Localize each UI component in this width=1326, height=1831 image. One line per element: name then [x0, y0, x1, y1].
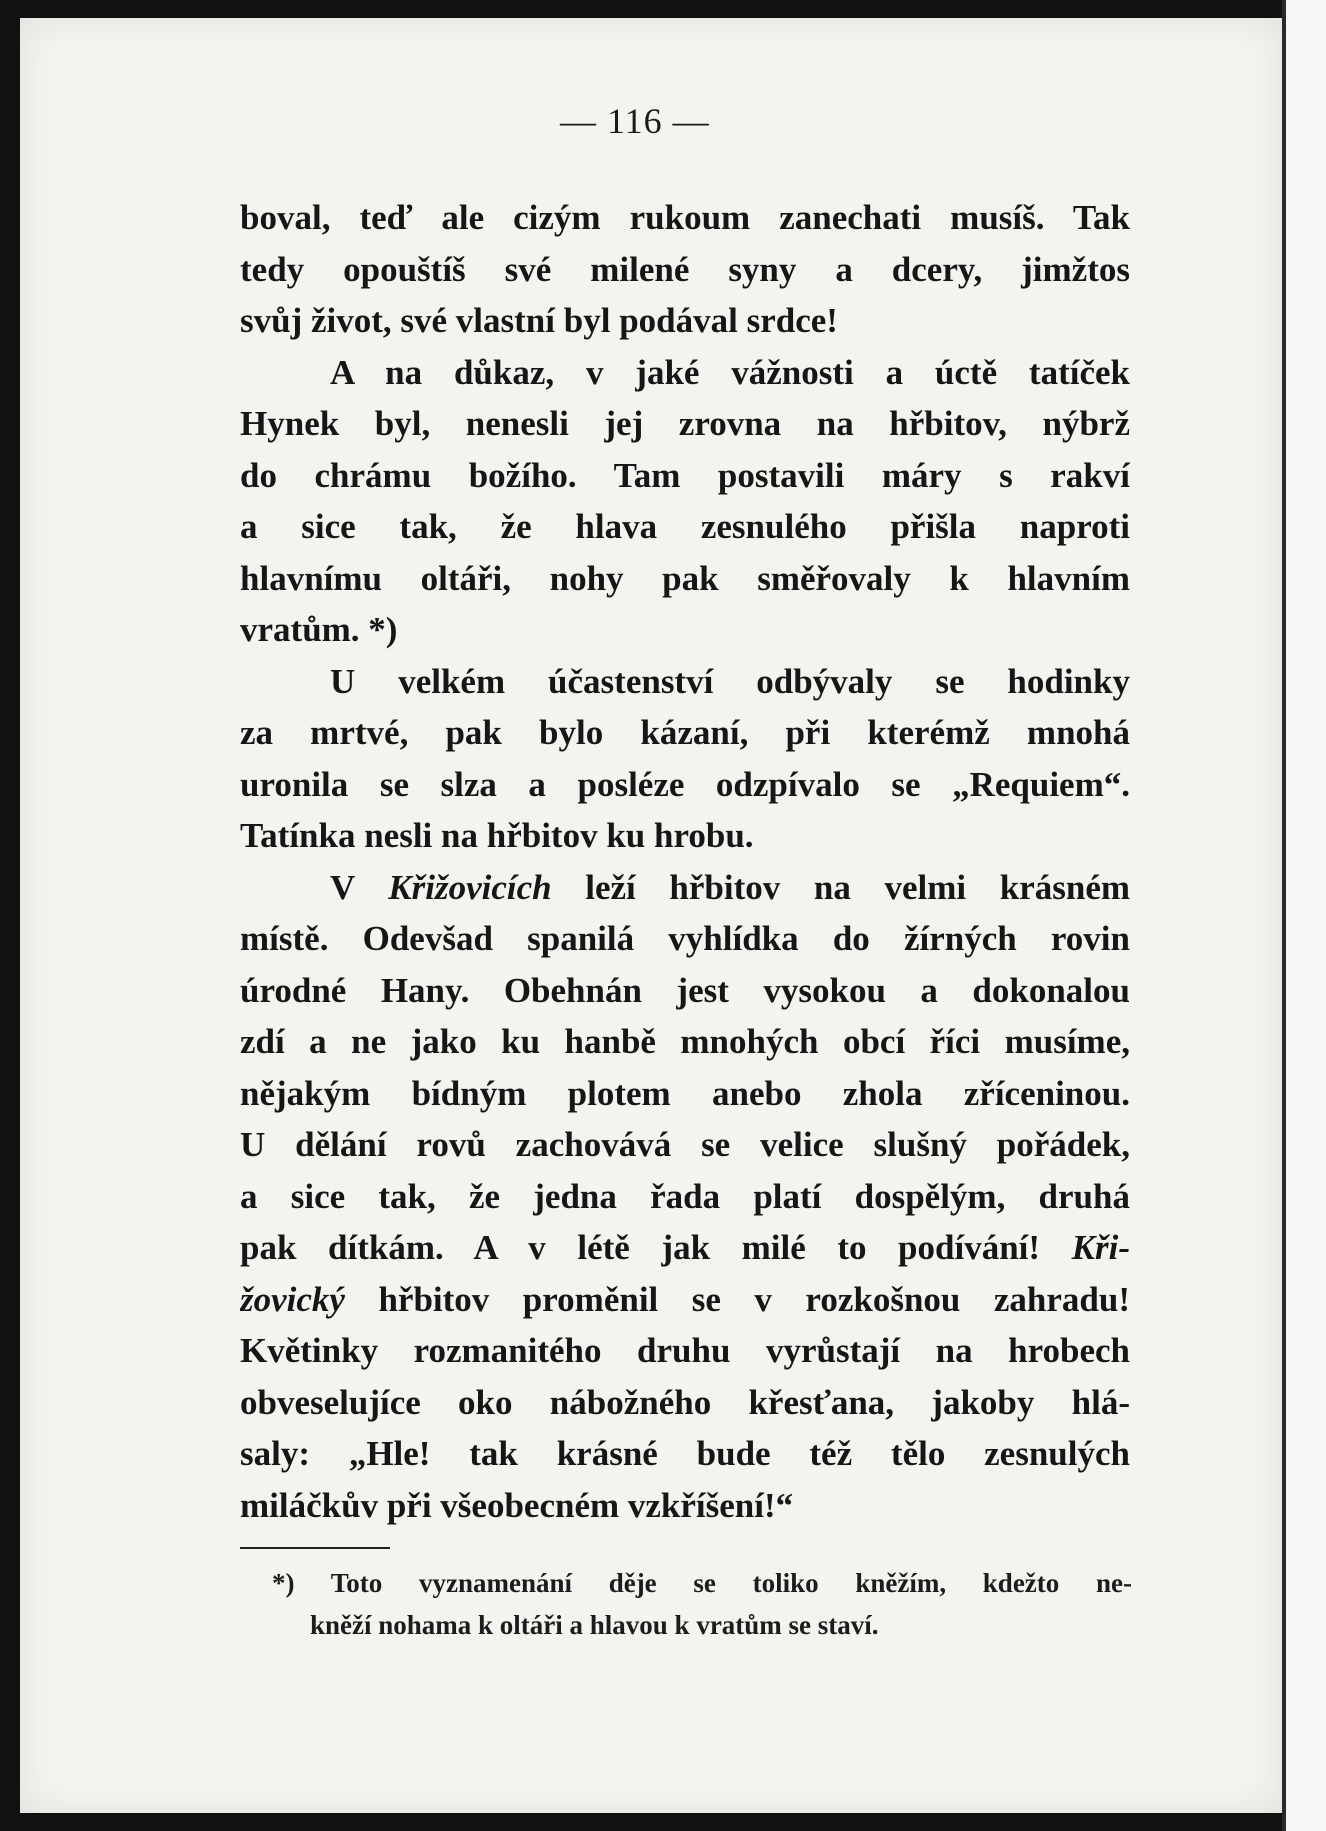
text-line: vratům. *)	[240, 610, 398, 649]
footnote-line: *) Toto vyznamenání děje se toliko kněžím, kdežto ne-	[272, 1568, 1132, 1598]
text-line: uronila se slza a posléze odzpívalo se „Requiem“.	[240, 764, 1130, 804]
adjacent-page-strip	[1286, 0, 1326, 1831]
text-line: úrodné Hany. Obehnán jest vysokou a dokonalou	[240, 970, 1130, 1010]
text-line: saly: „Hle! tak krásné bude též tělo zesnulých	[240, 1434, 1130, 1473]
text-line: A na důkaz, v jaké vážnosti a úctě tatíček	[330, 352, 1130, 392]
text-line	[240, 862, 1130, 914]
italic-place-name: Křižovicích	[388, 867, 552, 907]
text-line: tedy opouštíš své milené syny a dcery, jimžtos	[240, 249, 1130, 289]
text-line	[240, 1274, 1130, 1326]
footnote-rule	[240, 1547, 390, 1549]
text-line	[240, 1222, 1130, 1274]
text-fragment: hřbitov proměnil se v rozkošnou zahradu!	[378, 1279, 1130, 1319]
text-fragment: pak dítkám. A v létě jak milé to podívání!	[240, 1228, 1041, 1267]
text-line: boval, teď ale cizým rukoum zanechati musíš. Tak	[240, 198, 1130, 237]
text-line: hlavnímu oltáři, nohy pak směřovaly k hlavním	[240, 558, 1130, 598]
body-text	[240, 192, 1130, 1531]
text-line: zdí a ne jako ku hanbě mnohých obcí říci musíme,	[240, 1022, 1130, 1061]
text-fragment: leží hřbitov na velmi krásném	[585, 867, 1130, 907]
text-line: U dělání rovů zachovává se velice slušný pořádek,	[240, 1125, 1130, 1164]
text-line: Tatínka nesli na hřbitov ku hrobu.	[240, 816, 754, 855]
text-line: za mrtvé, pak bylo kázaní, při kterémž mnohá	[240, 713, 1130, 752]
italic-word: žovický	[240, 1279, 345, 1319]
text-line: miláčkův při všeobecném vzkříšení!“	[240, 1485, 794, 1525]
text-line: a sice tak, že hlava zesnulého přišla naproti	[240, 507, 1130, 546]
text-line: Květinky rozmanitého druhu vyrůstají na hrobech	[240, 1331, 1130, 1370]
text-line: nějakým bídným plotem anebo zhola zříceninou.	[240, 1073, 1130, 1113]
text-line: do chrámu božího. Tam postavili máry s rakví	[240, 455, 1130, 495]
page-number: — 116 —	[560, 101, 710, 141]
text-line: svůj život, své vlastní byl podával srdce!	[240, 301, 838, 340]
text-fragment: V	[330, 867, 355, 907]
footnote	[272, 1562, 1132, 1646]
footnote-line: kněží nohama k oltáři a hlavou k vratům se staví.	[310, 1610, 879, 1640]
text-line: a sice tak, že jedna řada platí dospělým, druhá	[240, 1176, 1130, 1216]
text-line: Hynek byl, nenesli jej zrovna na hřbitov, nýbrž	[240, 404, 1130, 443]
italic-word: Kři-	[1071, 1228, 1130, 1267]
text-line: U velkém účastenství odbývaly se hodinky	[330, 661, 1130, 701]
text-line: místě. Odevšad spanilá vyhlídka do žírných rovin	[240, 919, 1130, 958]
text-line: obveselujíce oko nábožného křesťana, jakoby hlá-	[240, 1382, 1130, 1422]
